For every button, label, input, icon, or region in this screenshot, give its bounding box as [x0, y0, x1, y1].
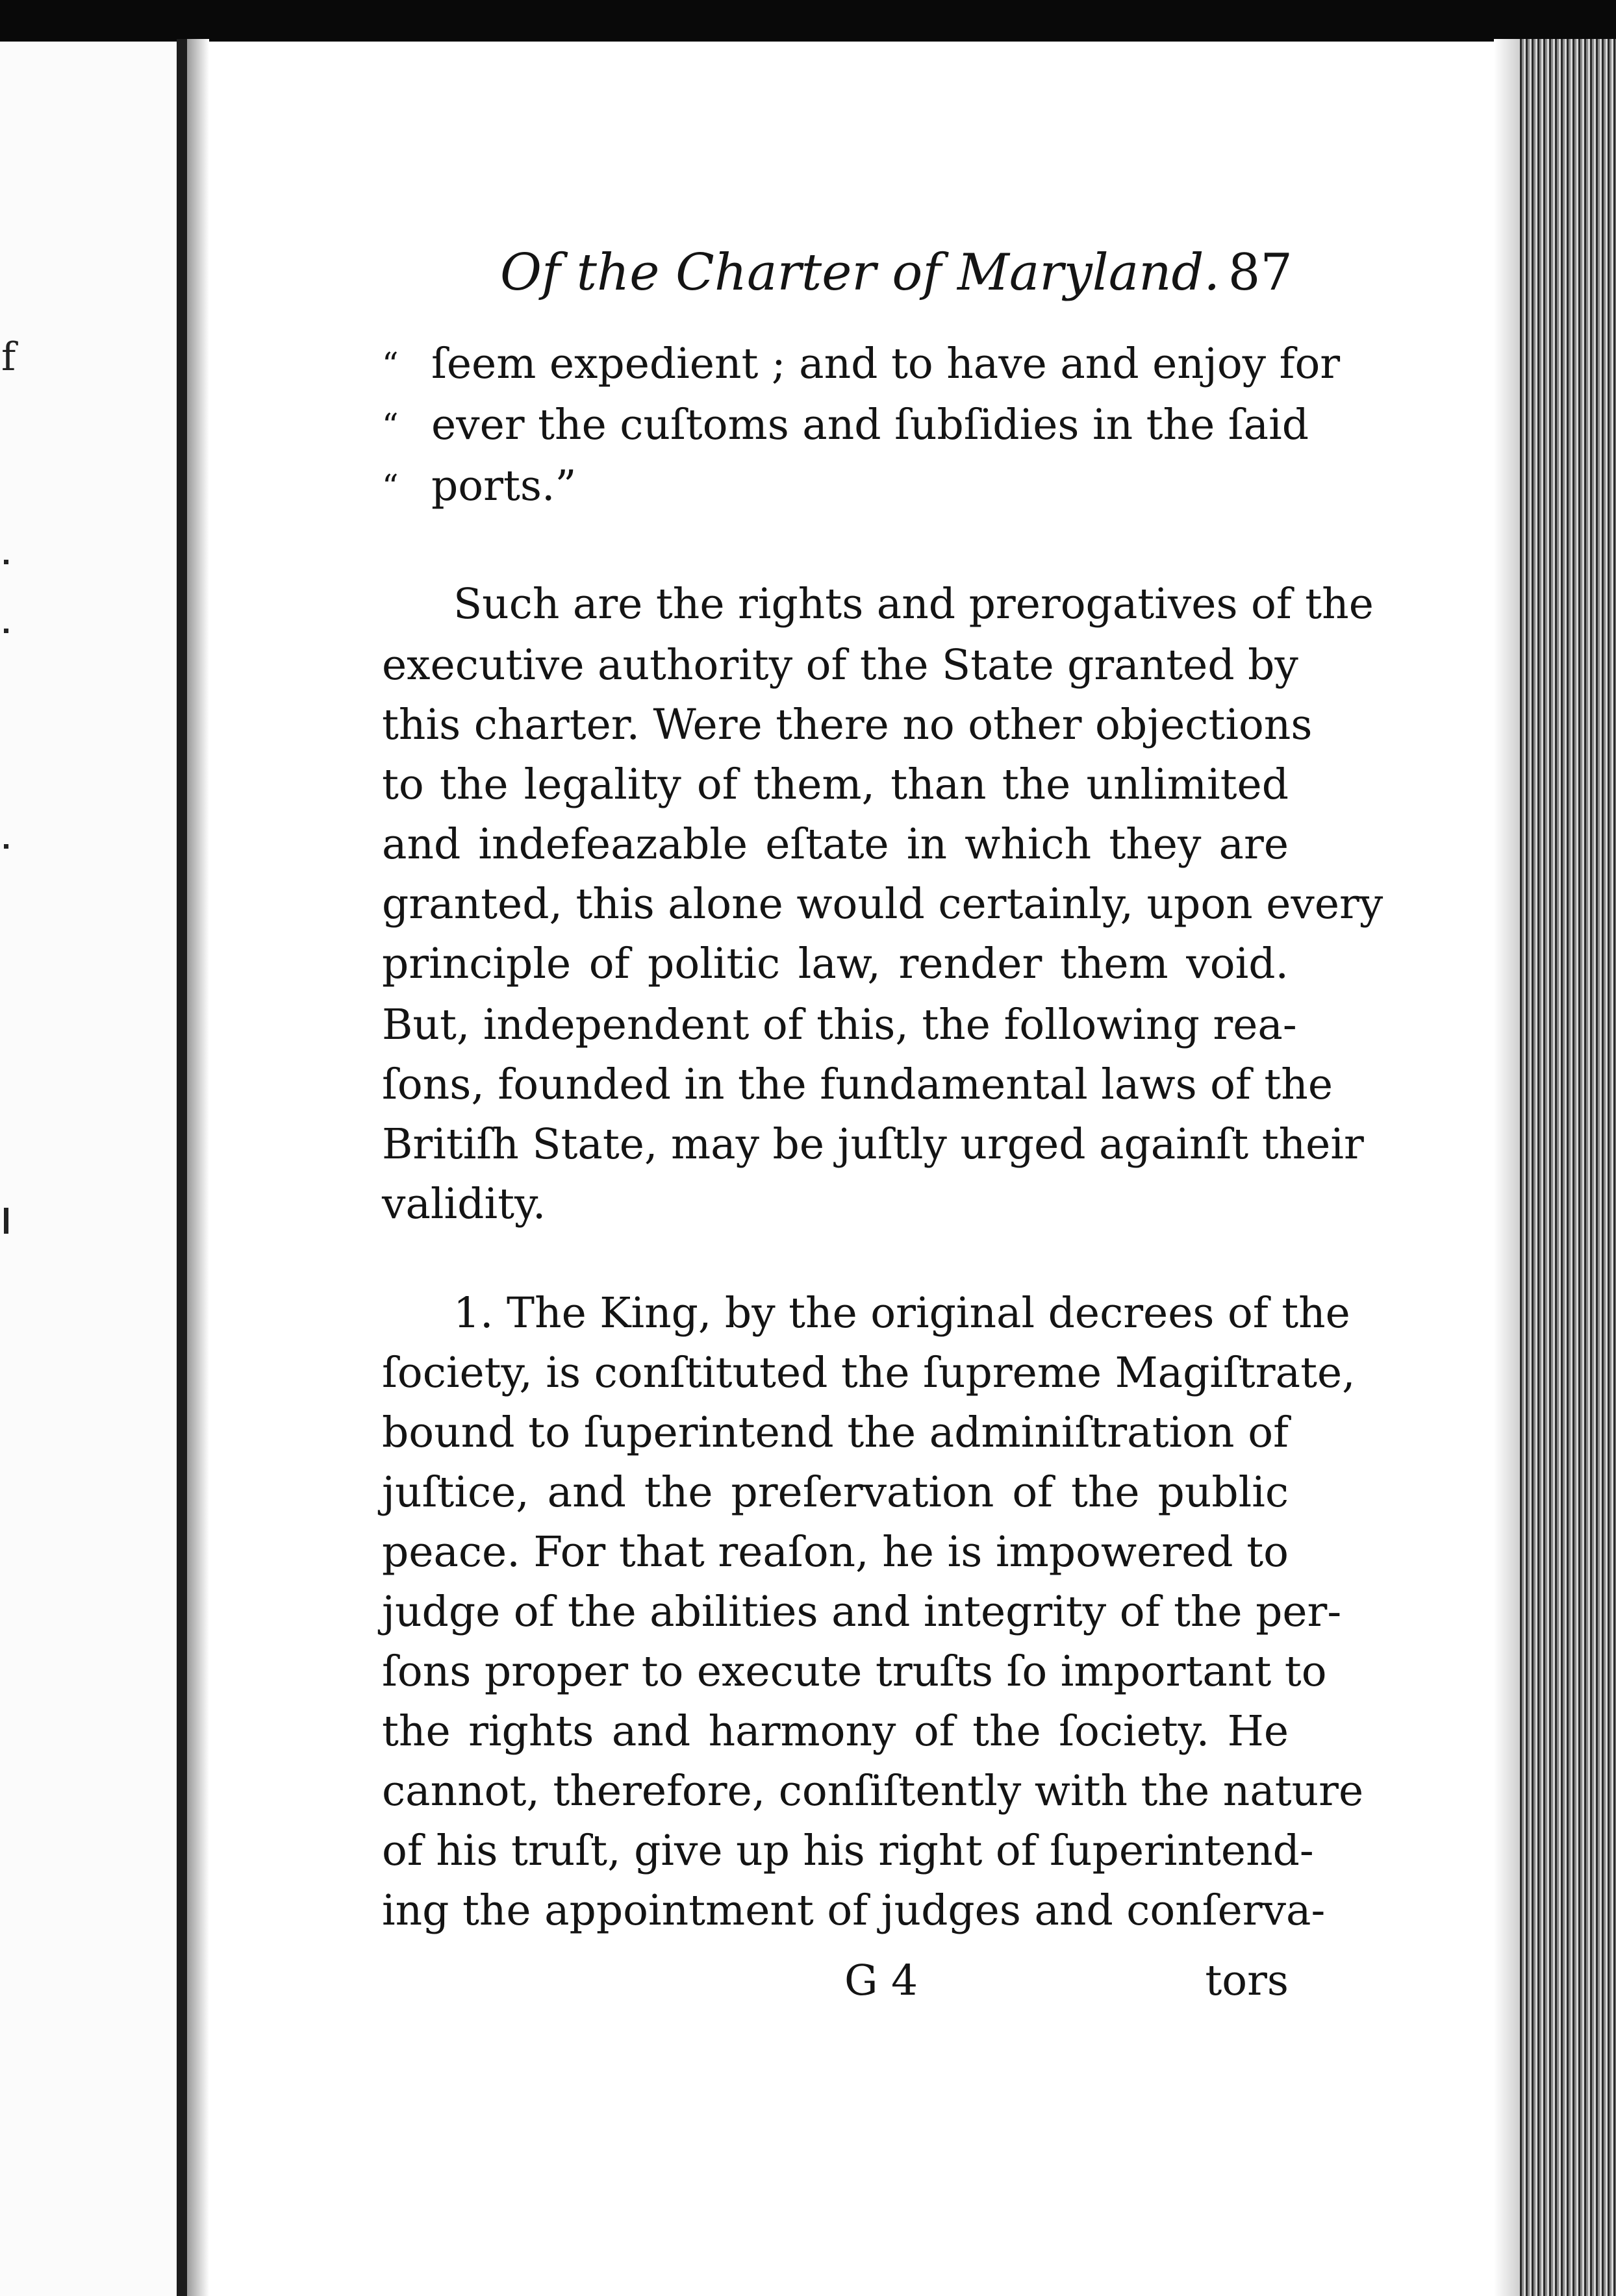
text-line: executive authority of the State granted by: [382, 641, 1298, 690]
quote-mark: “: [382, 468, 399, 505]
text-line: Britiſh State, may be juſtly urged againſt their: [382, 1120, 1364, 1169]
text-line: ſons, founded in the fundamental laws of the: [382, 1060, 1333, 1109]
signature-mark: G 4: [844, 1956, 918, 2005]
text-line: ſociety, is conſtituted the ſupreme Magiſtrate,: [382, 1349, 1356, 1397]
quote-line-text: ſeem expedient ; and to have and enjoy for: [431, 340, 1341, 388]
text-line: ſons proper to execute truſts ſo important to: [382, 1647, 1327, 1696]
catchword: tors: [1205, 1956, 1289, 2005]
scan-top-border: [0, 0, 1616, 42]
margin-speck: [4, 560, 8, 564]
text-line: the rights and harmony of the ſociety. He: [382, 1707, 1289, 1756]
facing-page-letter: f: [1, 334, 16, 380]
gutter-shadow: [187, 39, 209, 2296]
page-edge-shadow: [1494, 39, 1520, 2296]
book-page-edges: [1520, 39, 1616, 2296]
quote-line: [382, 334, 1341, 395]
running-head: [500, 234, 1293, 312]
margin-speck: [4, 629, 8, 633]
running-head-title: Of the Charter of Maryland.: [500, 243, 1220, 302]
book-gutter: [177, 39, 187, 2296]
margin-speck: [4, 844, 8, 849]
quote-line-text: ports.”: [431, 462, 577, 510]
text-line: juſtice, and the preſervation of the public: [382, 1468, 1289, 1517]
page-footer: [382, 1951, 1289, 2012]
text-line: But, independent of this, the following rea-: [382, 1001, 1297, 1049]
text-line: Such are the rights and prerogatives of the: [453, 580, 1374, 629]
text-line: of his truſt, give up his right of ſuperintend-: [382, 1827, 1314, 1875]
text-line: peace. For that reaſon, he is impowered to: [382, 1528, 1289, 1577]
quote-mark: “: [382, 406, 399, 444]
quote-line-text: ever the cuſtoms and ſubſidies in the ſaid: [431, 401, 1309, 449]
text-line: to the legality of them, than the unlimited: [382, 760, 1289, 809]
text-line: this charter. Were there no other objections: [382, 701, 1313, 749]
text-line: cannot, therefore, conſiſtently with the nature: [382, 1767, 1364, 1816]
quote-mark: “: [382, 345, 399, 383]
text-line: judge of the abilities and integrity of the per-: [382, 1588, 1342, 1636]
text-line: bound to ſuperintend the adminiſtration of: [382, 1408, 1289, 1457]
text-line: and indefeazable eſtate in which they are: [382, 820, 1289, 869]
text-line: ing the appointment of judges and conſerva-: [382, 1886, 1326, 1935]
quote-line: [382, 395, 1309, 456]
text-line: granted, this alone would certainly, upon every: [382, 880, 1383, 929]
text-line: validity.: [382, 1180, 546, 1229]
page-number: 87: [1228, 243, 1293, 302]
margin-speck: [4, 1208, 8, 1234]
quote-line: [382, 456, 1289, 517]
facing-page-margin: [0, 42, 195, 2296]
text-line: 1. The King, by the original decrees of the: [453, 1289, 1350, 1338]
text-line: principle of politic law, render them void.: [382, 940, 1289, 988]
